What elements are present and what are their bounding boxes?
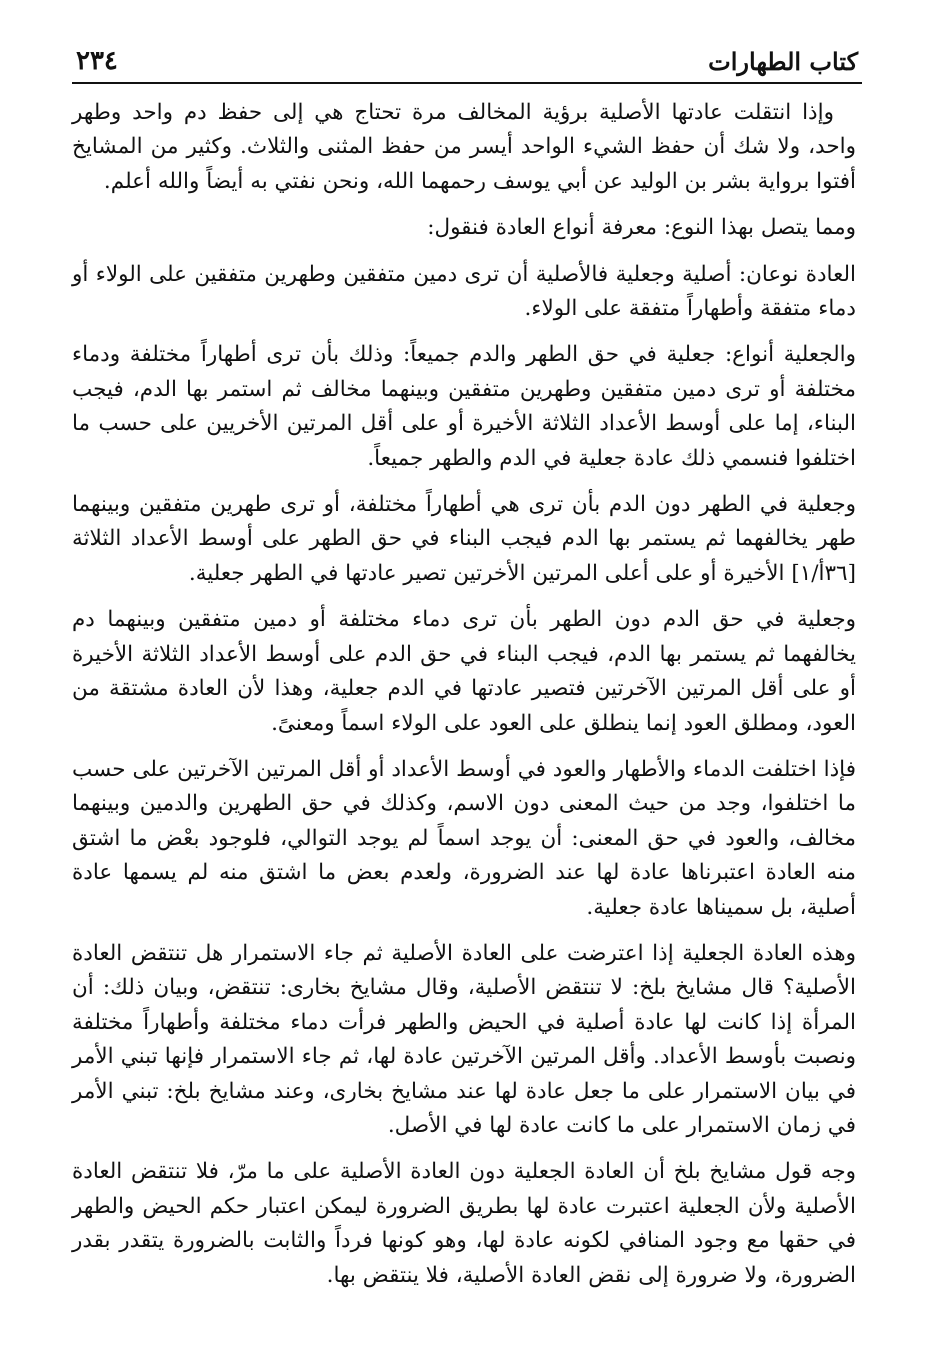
paragraph: وهذه العادة الجعلية إذا اعترضت على العادة الأصلية ثم جاء الاستمرار هل تنتقض العادة الأصلية؟ قال مشايخ بلخ: لا تنتقض الأصلية، وقال مشايخ بخارى: تنتقض، وبيان ذلك: أن المرأة إذا كانت لها عادة أصلية في الحيض والطهر فرأت دماء مختلفة وأطهاراً مختلفة ونصبت بأوسط الأعداد. وأقل المرتين الآخرتين عادة لها، ثم جاء الاستمرار فإنها تبني الأمر في بيان الاستمرار على ما جعل عادة لها عند مشايخ بخارى، وعند مشايخ بلخ: تبني الأمر في زمان الاستمرار على ما كانت عادة لها في الأصل. bbox=[72, 940, 856, 1138]
paragraph: ومما يتصل بهذا النوع: معرفة أنواع العادة فنقول: bbox=[427, 215, 856, 241]
book-page bbox=[72, 40, 862, 1305]
page-header bbox=[72, 40, 862, 84]
paragraph: فإذا اختلفت الدماء والأطهار والعود في أوسط الأعداد أو أقل المرتين الآخرتين على حسب ما اختلفوا، وجد من حيث المعنى دون الاسم، وكذلك في حق الطهرين والدمين وبينهما مخالف، والعود في حق المعنى: أن يوجد اسماً لم يوجد التوالي، فلوجود بعْض ما اشتق منه العادة اعتبرناها عادة لها عند الضرورة، ولعدم بعض ما اشتق منه لم يسمها عادة أصلية، بل سميناها عادة جعلية. bbox=[72, 756, 856, 920]
page-number: ٢٣٤ bbox=[76, 46, 118, 76]
paragraph: وجه قول مشايخ بلخ أن العادة الجعلية دون العادة الأصلية على ما مرّ، فلا تنتقض العادة الأصلية ولأن الجعلية اعتبرت عادة لها بطريق الضرورة ليمكن اعتبار حكم الحيض والطهر في حقها مع وجود المنافي لكونه عادة لها، وهو كونها فرداً والثابت بالضرورة يتقدر بقدر الضرورة، ولا ضرورة إلى نقض العادة الأصلية، فلا ينتقض بها. bbox=[72, 1159, 856, 1288]
paragraph: العادة نوعان: أصلية وجعلية فالأصلية أن ترى دمين متفقين وطهرين متفقين على الولاء أو دماء متفقة وأطهاراً متفقة على الولاء. bbox=[72, 261, 856, 322]
paragraph: وإذا انتقلت عادتها الأصلية برؤية المخالف مرة تحتاج هي إلى حفظ دم واحد وطهر واحد، ولا شك أن حفظ الشيء الواحد أيسر من حفظ المثنى والثلاث. وكثير من المشايخ أفتوا برواية بشر بن الوليد عن أبي يوسف رحمهما الله، ونحن نفتي به أيضاً والله أعلم. bbox=[72, 100, 856, 194]
paragraph: وجعلية في حق الدم دون الطهر بأن ترى دماء مختلفة أو دمين متفقين وبينهما دم يخالفهما ثم يستمر بها الدم، فيجب البناء في حق الدم على أوسط الأعداد الثلاثة الأخيرة أو على أقل المرتين الآخرتين فتصير عادتها في الدم جعلية، وهذا لأن العادة مشتقة من العود، ومطلق العود إنما ينطلق على العود على الولاء اسماً ومعنىً. bbox=[72, 607, 856, 736]
running-title: كتاب الطهارات bbox=[708, 47, 858, 76]
body-text bbox=[72, 96, 862, 1293]
paragraph: وجعلية في الطهر دون الدم بأن ترى هي أطهاراً مختلفة، أو ترى طهرين متفقين وبينهما طهر يخالفهما ثم يستمر بها الدم فيجب البناء في حق الطهر على أوسط الأعداد الثلاثة [٣٦أ/١] الأخيرة أو على أعلى المرتين الأخرتين تصير عادتها في الطهر جعلية. bbox=[72, 492, 856, 586]
paragraph: والجعلية أنواع: جعلية في حق الطهر والدم جميعاً: وذلك بأن ترى أطهاراً مختلفة ودماء مختلفة أو ترى دمين متفقين وطهرين متفقين وبينهما مخالف ثم استمر بها الدم، فيجب البناء، إما على أوسط الأعداد الثلاثة الأخيرة أو على أقل المرتين الأخريين على حسب ما اختلفوا فنسمي ذلك عادة جعلية في الدم والطهر جميعاً. bbox=[72, 342, 856, 471]
